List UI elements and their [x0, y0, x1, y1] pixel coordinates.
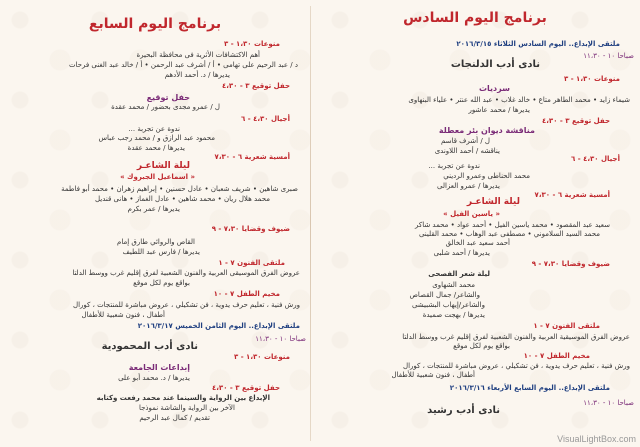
next-day-header: ملتقى الإبداع.. اليوم السابع الأربعاء ٢٠١٦/٣/١٦: [449, 384, 610, 392]
description: أطفال ، فنون شعبية للأطفال: [391, 371, 475, 379]
moderator: يديرها / أحمد شلبى: [433, 249, 490, 257]
description: الآخر بين الرواية والشاشة نموذجا: [138, 404, 235, 412]
participants: محمد السيد السلاموني • مصطفى عبد الوهاب • محمد القلينى: [418, 230, 600, 238]
page-title: برنامج اليوم السادس: [403, 10, 547, 26]
description: بواقع يوم لكل موقع: [133, 279, 190, 287]
section-time: منوعات ١،٣٠ - ٣: [563, 75, 620, 83]
description: عروض الفرق الموسيقى العربية والفنون الشعبية لفرق إقليم غرب ووسط الدلتا: [72, 269, 300, 277]
moderator: يديرها / د. محمد أبو على: [118, 374, 190, 382]
moderator: يديرها / فارس عبد اللطيف: [122, 248, 200, 256]
section-time: ملتقى الفنون ٧ - ١: [218, 259, 285, 267]
section-time: منوعات ١،٣٠ - ٣: [223, 40, 280, 48]
section-time: مخيم الطفل ٧ - ١٠: [523, 352, 590, 360]
participants: صبرى شاهين • شريف شعبان • عادل حسنين • إبراهيم زهران • محمد أبو فاطمة: [61, 185, 298, 193]
description: الإبداع بين الرواية والسينما عند محمد رفعت وكتابه: [96, 394, 270, 402]
participants: أحمد سعيد عبد الخالق: [445, 239, 510, 247]
section-time: أجيال ٤،٣٠ - ٦: [571, 155, 620, 163]
participants: سعيد عبد المقصود • محمد ياسين الفيل • أحمد عواد • محمد شاكر: [415, 221, 610, 229]
guest: والشاعر/ جمال القصاص: [409, 291, 480, 299]
club-name: نادى أدب الدلنجات: [450, 59, 540, 70]
section-title: سرديات: [479, 84, 510, 93]
description: ورش فنية ، تعليم حرف يدوية ، فن تشكيلي ، عروض مباشرة للمنتجات ، كورال: [73, 301, 300, 309]
section-time: أمسية شعرية ٦ - ٧،٣٠: [214, 153, 290, 161]
description: أطفال ، فنون شعبية للأطفال: [81, 311, 165, 319]
next-day-header: ملتقى الإبداع.. اليوم الثامن الخميس ٢٠١٦/٣/١٧: [137, 322, 300, 330]
participants: شيماء زايد • محمد الطاهر متاع • خالد غلاب • عبد الله عنتر • علياء البنهاوى: [408, 96, 630, 104]
section-time: أجيال ٤،٣٠ - ٦: [241, 115, 290, 123]
section-time: منوعات ١،٣٠ - ٣: [233, 353, 290, 361]
day-six-column: [310, 0, 640, 447]
description: ورش فنية ، تعليم حرف يدوية ، فن تشكيلي ، عروض مباشرة للمنتجات ، كورال: [403, 362, 630, 370]
guest: محمد الشهاوى: [432, 281, 475, 289]
club-name: نادى أدب رشيد: [427, 405, 500, 416]
moderator: يديرها / عمر بكرم: [127, 205, 180, 213]
day-header: ملتقى الإبداع.. اليوم السادس الثلاثاء ٢٠١٦/٣/١٥: [456, 40, 620, 48]
club-name: نادى أدب المحمودية: [101, 341, 198, 352]
moderator: تقديم / كمال عبد الرحيم: [139, 414, 210, 422]
description: عروض الفرق الموسيقية العربية والفنون الشعبية لفرق إقليم غرب ووسط الدلتا: [402, 333, 630, 341]
section-time: ملتقى الفنون ٧ - ١: [533, 322, 600, 330]
section-title: ندوة عن تجربة ...: [428, 162, 480, 170]
section-time: أمسية شعرية ٦ - ٧،٣٠: [534, 191, 610, 199]
poet: ل / أشرف قاسم: [440, 137, 490, 145]
moderator: يديرها / محمد عقدة: [127, 144, 185, 152]
section-time: ضيوف وقضايا ٧،٣٠ - ٩: [211, 225, 290, 233]
honoree: « ياسين الفيل »: [443, 210, 500, 218]
section-title: مناقشة ديوان بئر معطلة: [438, 126, 535, 135]
session-time: صباحا ١٠ - ١١،٣٠: [583, 52, 634, 60]
participants: ل / عمرو مجدى بحضور / محمد عقدة: [111, 103, 220, 111]
section-time: حفل توقيع ٣ - ٤،٣٠: [222, 82, 290, 90]
section-title: ندوة عن تجربة ...: [128, 125, 180, 133]
section-time: ضيوف وقضايا ٧،٣٠ - ٩: [531, 260, 610, 268]
moderator: يديرها / د. أحمد الأدهم: [164, 71, 230, 79]
participants: محمد هلال ريان • محمد شاهين • عادل الغماز • هانى قنديل: [94, 195, 270, 203]
watermark: VisualLightBox.com: [557, 434, 636, 444]
honoree: « اسماعيل الجبروك »: [120, 173, 195, 181]
participants: د / عبد الرحيم على تهامى • أ / أشرف عبد الرحمن • أ / خالد عبد الغنى فرحات: [68, 61, 298, 69]
discussant: يناقشه / أحمد اللاوندى: [434, 147, 500, 155]
section-title: حفل توقيع: [146, 93, 190, 102]
session-time: صباحا ١٠ - ١١،٣٠: [583, 399, 634, 407]
description: بواقع يوم لكل موقع: [453, 342, 510, 350]
page-title: برنامج اليوم السابع: [88, 16, 222, 32]
session-time: صباحا ١٠ - ١١،٣٠: [255, 335, 306, 343]
guest: القاص والروائي طارق إمام: [117, 238, 195, 246]
moderator: يديرها / محمد عاشور: [468, 106, 530, 114]
guest: والشاعر/إيهاب البشبيشى: [411, 301, 485, 309]
moderator: يديرها / بهجت صميدة: [422, 311, 485, 319]
section-time: حفل توقيع ٣ - ٤،٣٠: [212, 384, 280, 392]
moderator: يديرها / عمرو العزالى: [437, 182, 500, 190]
section-time: مخيم الطفل ٧ - ١٠: [213, 290, 280, 298]
section-time: حفل توقيع ٣ - ٤،٣٠: [542, 117, 610, 125]
day-seven-column: [0, 0, 310, 447]
participants: محمود عبد الرازق و / محمد رجب عباس: [98, 134, 215, 142]
description: أهم الاكتشافات الأثرية فى محافظة البحيرة: [136, 51, 260, 59]
participants: محمد الحناطى وعمرو الرديني: [443, 172, 530, 180]
section-title: ليلة شعر الفصحى: [428, 270, 490, 278]
section-title: إبداعات الجامعة: [128, 363, 190, 372]
section-title: ليلة الشاعـر: [136, 161, 190, 171]
section-title: ليلة الشاعـر: [466, 197, 520, 207]
